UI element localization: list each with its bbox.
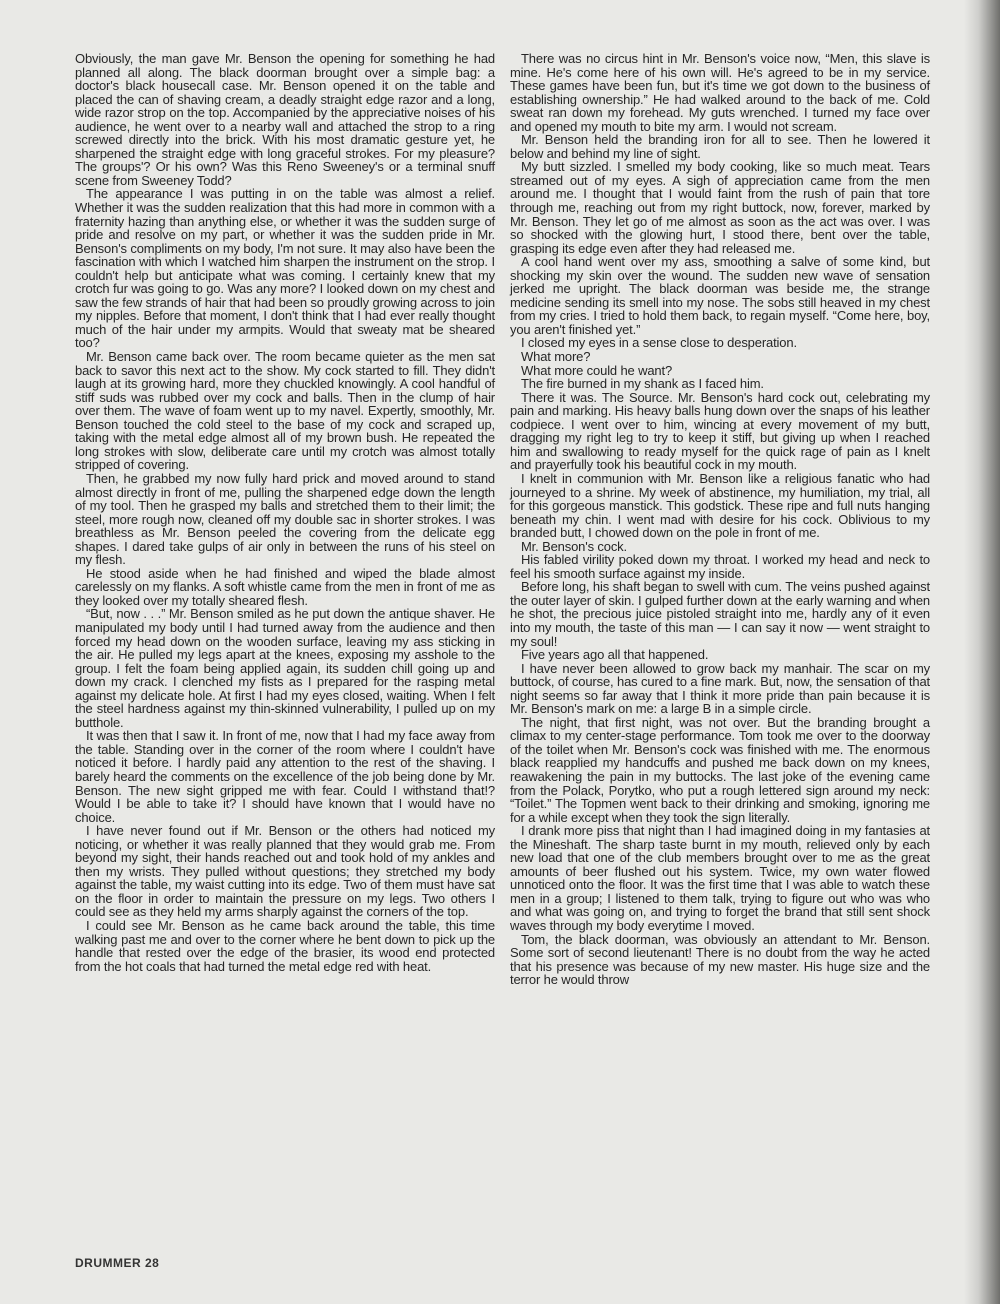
left-column	[75, 52, 495, 973]
paragraph: A cool hand went over my ass, smoothing a salve of some kind, but shocking my skin over the wound. The sudden new wave of sensation jerked me upright. The black doorman was beside me, the strange medicine sending its smell into my nose. The sobs still heaved in my chest from my cries. I tried to hold them back, to regain myself. “Come here, boy, you aren't finished yet.”	[510, 254, 930, 337]
paragraph: My butt sizzled. I smelled my body cooking, like so much meat. Tears streamed out of my eyes. A sigh of appreciation came from the men around me. I thought that I would faint from the rush of pain that tore through me, reaching out from my right buttock, now, forever, marked by Mr. Benson. They let go of me almost as soon as the act was over. I was so shocked with the glowing hurt, I stood there, bent over the table, grasping its edge even after they had released me.	[510, 159, 930, 256]
paragraph: Obviously, the man gave Mr. Benson the opening for something he had planned all along. The black doorman brought over a simple bag: a doctor's black housecall case. Mr. Benson opened it on the table and placed the can of shaving cream, a deadly straight edge razor and a long, wide razor strop on the top. Accompanied by the appreciative noises of his audience, he went over to a nearby wall and attached the strop to a ring screwed directly into the brick. With his most dramatic gesture yet, he sharpened the straight edge with long graceful strokes. For my pleasure? The groups'? Or his own? Was this Reno Sweeney's or a terminal snuff scene from Sweeney Todd?	[75, 51, 495, 188]
paragraph: I have never found out if Mr. Benson or the others had noticed my noticing, or whether it was really planned that they would grab me. From beyond my sight, their hands reached out and took hold of my ankles and then my wrists. They pulled without questions; they stretched my body against the table, my waist cutting into its edge. Two of them must have sat on the floor in order to maintain the pressure on my legs. Two others I could see as they held my arms sharply against the corners of the top.	[75, 823, 495, 920]
page-edge-shadow	[964, 0, 1000, 1304]
paragraph: I closed my eyes in a sense close to desperation.	[521, 335, 797, 351]
paragraph: His fabled virility poked down my throat. I worked my head and neck to feel his smooth surface against my inside.	[510, 552, 930, 581]
paragraph: There it was. The Source. Mr. Benson's hard cock out, celebrating my pain and marking. His heavy balls hung down over the snaps of his leather codpiece. I went over to him, wincing at every movement of my butt, dragging my right leg to try to keep it stiff, but giving up when I reached him and swallowing to ready myself for the quick rage of pain as I knelt and prayerfully took his beautiful cock in my mouth.	[510, 389, 930, 473]
paragraph: I could see Mr. Benson as he came back around the table, this time walking past me and over to the corner where he bent down to pick up the handle that rested over the edge of the brasier, its wood end protected from the hot coals that had turned the metal edge red with heat.	[75, 918, 495, 974]
paragraph: I have never been allowed to grow back my manhair. The scar on my buttock, of course, has cured to a fine mark. But, now, the sensation of that night seems so far away that I think it more pride than pain because it is Mr. Benson's mark on me: a large B in a simple circle.	[510, 660, 930, 717]
paragraph: Mr. Benson came back over. The room became quieter as the men sat back to savor this next act to the show. My cock started to fill. They didn't laugh at its growing hard, more they chuckled knowingly. A cool handful of stiff suds was rubbed over my cock and balls. Then in the clump of hair over them. The wave of foam went up to my navel. Expertly, smoothly, Mr. Benson touched the cold steel to the base of my cock and scraped up, taking with the metal edge almost all of my brown bush. He repeated the long strokes with slow, deliberate care until my crotch was almost totally stripped of covering.	[75, 349, 495, 473]
paragraph: Before long, his shaft began to swell with cum. The veins pushed against the outer layer of skin. I gulped further down at the early warning and when he shot, the precious juice pistoled straight into me, hardly any of it even into my mouth, the taste of this man — I can say it now — went straight to my soul!	[510, 579, 930, 649]
paragraph: Five years ago all that happened.	[521, 647, 709, 663]
paragraph: He stood aside when he had finished and wiped the blade almost carelessly on my flanks. A soft whistle came from the men in front of me as they looked over my totally sheared flesh.	[75, 565, 495, 608]
paragraph: What more?	[521, 349, 591, 365]
paragraph: The night, that first night, was not over. But the branding brought a climax to my center-stage performance. Tom took me over to the doorway of the toilet when Mr. Benson's cock was finished with me. The enormous black reapplied my handcuffs and pushed me back down on my knees, reawakening the pain in my buttocks. The last joke of the evening came from the Polack, Porytko, who put a rough lettered sign around my neck: “Toilet.” The Topmen went back to their drinking and smoking, ignoring me for a while except when they took the sign literally.	[510, 714, 930, 825]
paragraph: What more could he want?	[521, 362, 673, 378]
page-folio: DRUMMER 28	[75, 1256, 160, 1270]
paragraph: Then, he grabbed my now fully hard prick and moved around to stand almost directly in front of me, pulling the sharpened edge down the length of my tool. Then he grasped my balls and stretched them to their limit; the steel, more rough now, cleaned off my double sac in shorter strokes. I was breathless as Mr. Benson peeled the covering from the delicate egg shapes. I dared take gulps of air only in between the runs of his steel on my flesh.	[75, 470, 495, 568]
paragraph: The fire burned in my shank as I faced him.	[521, 376, 764, 392]
paragraph: Mr. Benson's cock.	[521, 538, 627, 554]
paragraph: It was then that I saw it. In front of me, now that I had my face away from the table. Standing over in the corner of the room where I couldn't have noticed it before. I hardly paid any attention to the rest of the shaving. I barely heard the comments on the excellence of the job being done by Mr. Benson. The new sight gripped me with fear. Could I withstand that!? Would I be able to take it? I should have known that I would have no choice.	[75, 728, 495, 825]
paragraph: Mr. Benson held the branding iron for all to see. Then he lowered it below and behind my line of sight.	[510, 132, 930, 161]
paragraph: “But, now . . .” Mr. Benson smiled as he put down the antique shaver. He manipulated my body until I had turned away from the audience and then forced my head down on the wooden surface, leaving my ass sticking in the air. He pulled my legs apart at the knees, exposing my asshole to the group. I felt the foam being applied again, its sudden chill going up and down my crack. I clenched my fists as I prepared for the rasping metal against my delicate hole. At first I had my eyes closed, waiting. When I felt the steel hardness against my thin-skinned vulnerability, I pulled up on my butthole.	[75, 606, 495, 730]
paragraph: I knelt in communion with Mr. Benson like a religious fanatic who had journeyed to a shrine. My week of abstinence, my humiliation, my trial, all for this gorgeous manstick. This godstick. These ripe and full nuts hanging beneath my chin. I went mad with desire for his cock. Oblivious to my branded butt, I chowed down on the pole in front of me.	[510, 470, 930, 541]
paragraph: The appearance I was putting in on the table was almost a relief. Whether it was the sudden realization that this had more in common with a fraternity hazing than anything else, or whether it was the sudden surge of pride and resolve on my part, or whether it was the sudden pride in Mr. Benson's compliments on my body, I'm not sure. It may also have been the fascination with which I watched him sharpen the instrument on the strop. I couldn't help but anticipate what was coming. I certainly knew that my crotch fur was going to go. Was any more? I looked down on my chest and saw the few strands of hair that had been so proudly growing across to join my nipples. Before that moment, I don't think that I had ever really thought much of the hair under my armpits. Would that sweaty mat be sheared too?	[75, 186, 495, 351]
paragraph: I drank more piss that night than I had imagined doing in my fantasies at the Mineshaft. The sharp taste burnt in my mouth, relieved only by each new load that one of the club members brought over to me as the great amounts of beer flushed out his system. Twice, my own water flowed unnoticed onto the floor. It was the first time that I was able to watch these men in a group; I listened to them talk, trying to figure out who was who and what was going on, and trying to forget the brand that still sent shock waves through my body everytime I moved.	[510, 823, 930, 933]
paragraph: Tom, the black doorman, was obviously an attendant to Mr. Benson. Some sort of second lieutenant! There is no doubt from the way he acted that his presence was because of my new master. His huge size and the terror he would throw	[510, 931, 930, 988]
right-column	[510, 52, 930, 987]
paragraph: There was no circus hint in Mr. Benson's voice now, “Men, this slave is mine. He's come here of his own will. He's agreed to be in my service. These games have been fun, but it's time we got down to the business of establishing ownership.” He had walked around to the back of me. Cold sweat ran down my forehead. My guts wrenched. I turned my face over and opened my mouth to bite my arm. I would not scream.	[510, 51, 930, 134]
